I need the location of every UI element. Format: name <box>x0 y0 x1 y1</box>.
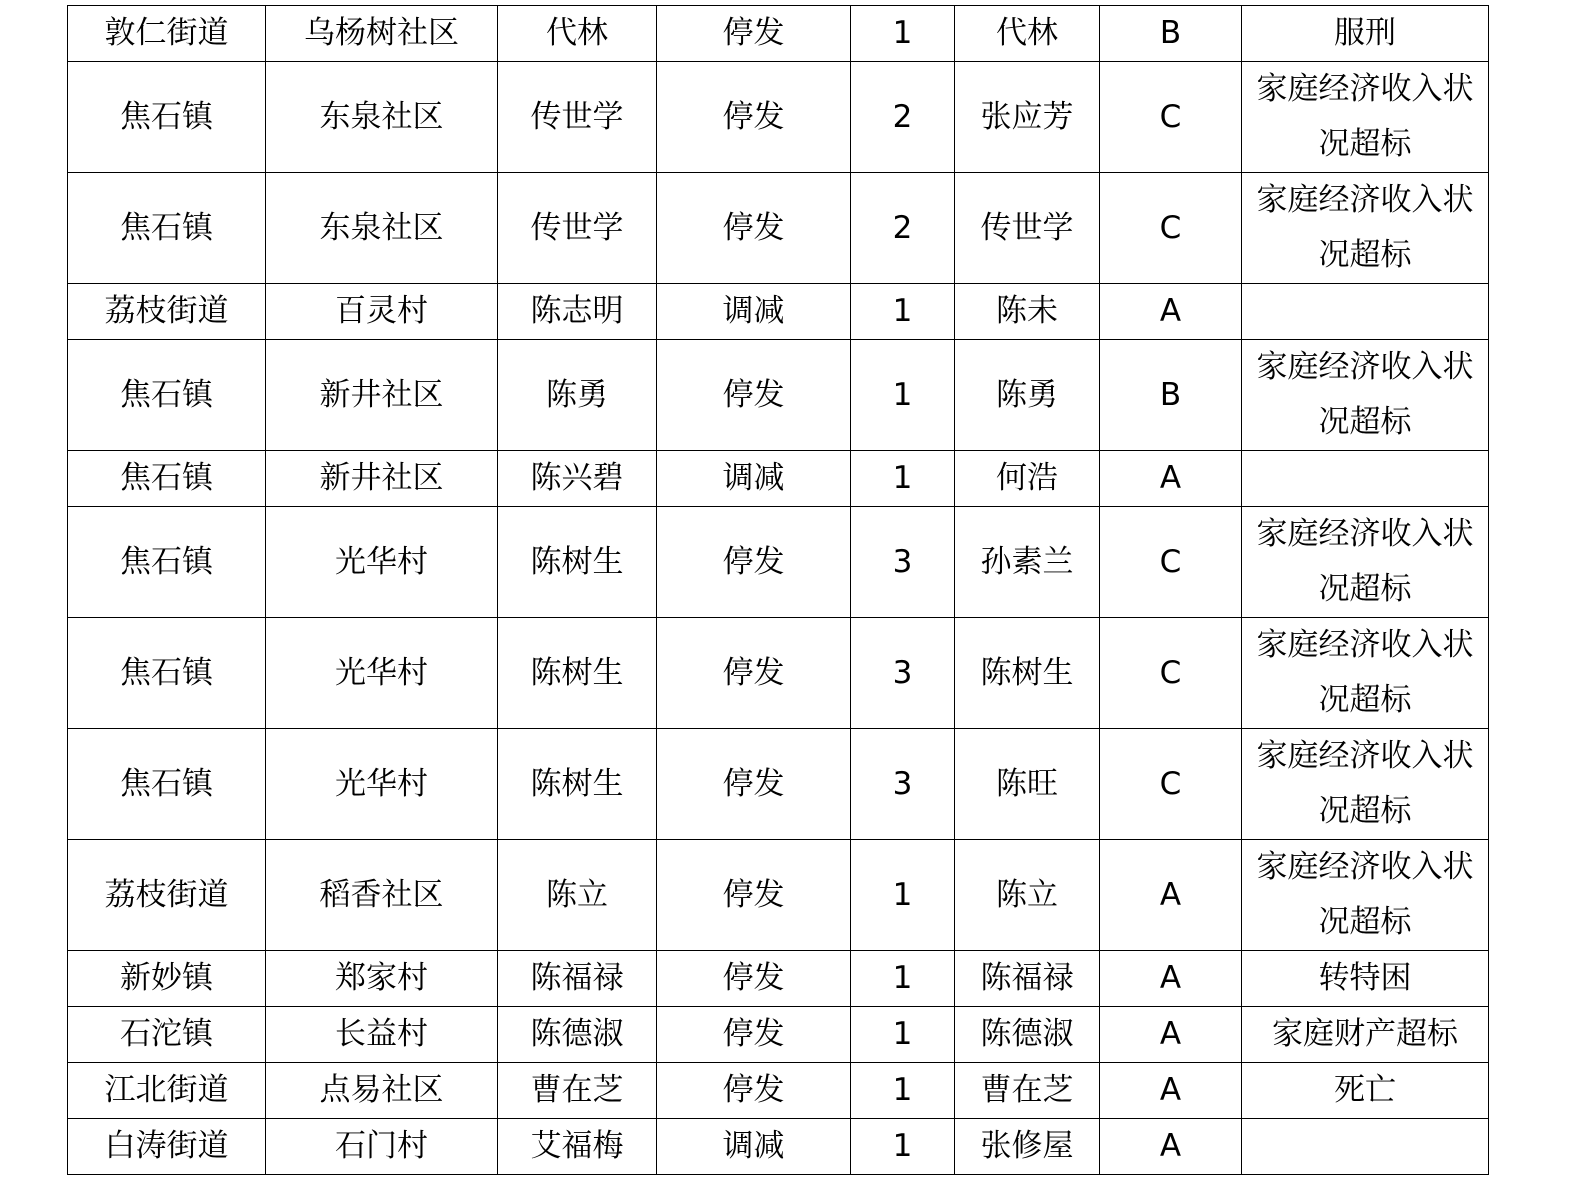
table-cell: B <box>1100 6 1242 62</box>
table-cell: 曹在芝 <box>498 1063 657 1119</box>
table-row <box>68 451 1489 507</box>
table-row <box>68 1063 1489 1119</box>
table-cell: 敦仁街道 <box>68 6 266 62</box>
table-cell <box>1242 1119 1489 1175</box>
table-cell: 家庭经济收入状况超标 <box>1242 62 1489 173</box>
table-cell: 停发 <box>657 173 851 284</box>
table-row <box>68 62 1489 173</box>
table-cell: 百灵村 <box>266 284 498 340</box>
table-cell: 陈志明 <box>498 284 657 340</box>
table-cell: 新妙镇 <box>68 951 266 1007</box>
table-cell: 张修屋 <box>955 1119 1100 1175</box>
table-row <box>68 1007 1489 1063</box>
table-cell: 曹在芝 <box>955 1063 1100 1119</box>
table-cell: 新井社区 <box>266 451 498 507</box>
table-cell: 代林 <box>955 6 1100 62</box>
table-cell: 3 <box>851 618 955 729</box>
table-cell: C <box>1100 173 1242 284</box>
table-cell: 1 <box>851 1007 955 1063</box>
table-cell: 陈勇 <box>955 340 1100 451</box>
table-cell <box>1242 284 1489 340</box>
table-cell: 停发 <box>657 1063 851 1119</box>
table-cell: 家庭经济收入状况超标 <box>1242 340 1489 451</box>
table-cell: 传世学 <box>955 173 1100 284</box>
table-cell: 长益村 <box>266 1007 498 1063</box>
table-cell: 焦石镇 <box>68 340 266 451</box>
table-cell: 焦石镇 <box>68 62 266 173</box>
table-cell: 张应芳 <box>955 62 1100 173</box>
table-cell: 陈树生 <box>955 618 1100 729</box>
table-row <box>68 173 1489 284</box>
table-cell: 焦石镇 <box>68 729 266 840</box>
table-cell: 家庭财产超标 <box>1242 1007 1489 1063</box>
table-cell: 停发 <box>657 62 851 173</box>
table-cell: C <box>1100 62 1242 173</box>
table-cell: 焦石镇 <box>68 173 266 284</box>
table-cell: 点易社区 <box>266 1063 498 1119</box>
table-cell: 1 <box>851 340 955 451</box>
table-cell: 陈树生 <box>498 507 657 618</box>
table-cell: A <box>1100 951 1242 1007</box>
table-cell: 荔枝街道 <box>68 840 266 951</box>
table-cell: 1 <box>851 840 955 951</box>
table-cell: 孙素兰 <box>955 507 1100 618</box>
table-cell: 陈立 <box>498 840 657 951</box>
table-cell: 焦石镇 <box>68 618 266 729</box>
table-cell: A <box>1100 1007 1242 1063</box>
table-cell: 家庭经济收入状况超标 <box>1242 507 1489 618</box>
table-cell: 荔枝街道 <box>68 284 266 340</box>
table-cell: 陈勇 <box>498 340 657 451</box>
table-cell: 服刑 <box>1242 6 1489 62</box>
table-cell: 停发 <box>657 507 851 618</box>
table-cell: 东泉社区 <box>266 173 498 284</box>
table-cell: 陈旺 <box>955 729 1100 840</box>
table-row <box>68 284 1489 340</box>
table-cell: 3 <box>851 729 955 840</box>
data-table <box>67 5 1489 1175</box>
table-cell: 稻香社区 <box>266 840 498 951</box>
table-cell: 转特困 <box>1242 951 1489 1007</box>
table-cell: 传世学 <box>498 62 657 173</box>
table-cell: 代林 <box>498 6 657 62</box>
table-cell: 白涛街道 <box>68 1119 266 1175</box>
table-cell: 陈未 <box>955 284 1100 340</box>
table-cell: 陈兴碧 <box>498 451 657 507</box>
table-cell: 陈树生 <box>498 729 657 840</box>
table-cell: 2 <box>851 62 955 173</box>
table-cell <box>1242 451 1489 507</box>
table-cell: 停发 <box>657 340 851 451</box>
table-cell: C <box>1100 618 1242 729</box>
table-cell: 光华村 <box>266 507 498 618</box>
table-cell: 1 <box>851 451 955 507</box>
table-cell: 停发 <box>657 951 851 1007</box>
table-row <box>68 340 1489 451</box>
table-row <box>68 729 1489 840</box>
table-cell: 1 <box>851 951 955 1007</box>
table-cell: 停发 <box>657 6 851 62</box>
table-cell: 焦石镇 <box>68 451 266 507</box>
table-cell: 1 <box>851 1119 955 1175</box>
table-cell: 新井社区 <box>266 340 498 451</box>
table-cell: 家庭经济收入状况超标 <box>1242 618 1489 729</box>
table-cell: 调减 <box>657 451 851 507</box>
table-cell: 陈立 <box>955 840 1100 951</box>
table-cell: 1 <box>851 284 955 340</box>
table-cell: 江北街道 <box>68 1063 266 1119</box>
table-cell: 乌杨树社区 <box>266 6 498 62</box>
table-row <box>68 618 1489 729</box>
table-cell: 陈德淑 <box>955 1007 1100 1063</box>
table-row <box>68 507 1489 618</box>
table-cell: 陈福禄 <box>498 951 657 1007</box>
table-cell: 焦石镇 <box>68 507 266 618</box>
table-cell: A <box>1100 451 1242 507</box>
table-cell: 东泉社区 <box>266 62 498 173</box>
table-cell: 停发 <box>657 840 851 951</box>
table-cell: 家庭经济收入状况超标 <box>1242 173 1489 284</box>
table-cell: 艾福梅 <box>498 1119 657 1175</box>
table-cell: A <box>1100 1119 1242 1175</box>
table-cell: 家庭经济收入状况超标 <box>1242 729 1489 840</box>
table-cell: C <box>1100 507 1242 618</box>
table-cell: A <box>1100 284 1242 340</box>
table-cell: 陈福禄 <box>955 951 1100 1007</box>
table-row <box>68 6 1489 62</box>
table-cell: 调减 <box>657 284 851 340</box>
table-cell: 停发 <box>657 1007 851 1063</box>
table-cell: 调减 <box>657 1119 851 1175</box>
table-cell: 传世学 <box>498 173 657 284</box>
table-cell: 家庭经济收入状况超标 <box>1242 840 1489 951</box>
table-cell: 石沱镇 <box>68 1007 266 1063</box>
table-row <box>68 951 1489 1007</box>
table-cell: 1 <box>851 1063 955 1119</box>
table-cell: 停发 <box>657 729 851 840</box>
table-cell: 1 <box>851 6 955 62</box>
table-cell: 郑家村 <box>266 951 498 1007</box>
table-row <box>68 840 1489 951</box>
table-cell: 停发 <box>657 618 851 729</box>
table-cell: 死亡 <box>1242 1063 1489 1119</box>
table-cell: B <box>1100 340 1242 451</box>
table-cell: A <box>1100 1063 1242 1119</box>
table-cell: 3 <box>851 507 955 618</box>
table-cell: 2 <box>851 173 955 284</box>
table-cell: 陈德淑 <box>498 1007 657 1063</box>
table-cell: 光华村 <box>266 618 498 729</box>
table-cell: 光华村 <box>266 729 498 840</box>
table-cell: C <box>1100 729 1242 840</box>
table-cell: 何浩 <box>955 451 1100 507</box>
table-row <box>68 1119 1489 1175</box>
table-cell: 石门村 <box>266 1119 498 1175</box>
table-cell: A <box>1100 840 1242 951</box>
table-cell: 陈树生 <box>498 618 657 729</box>
